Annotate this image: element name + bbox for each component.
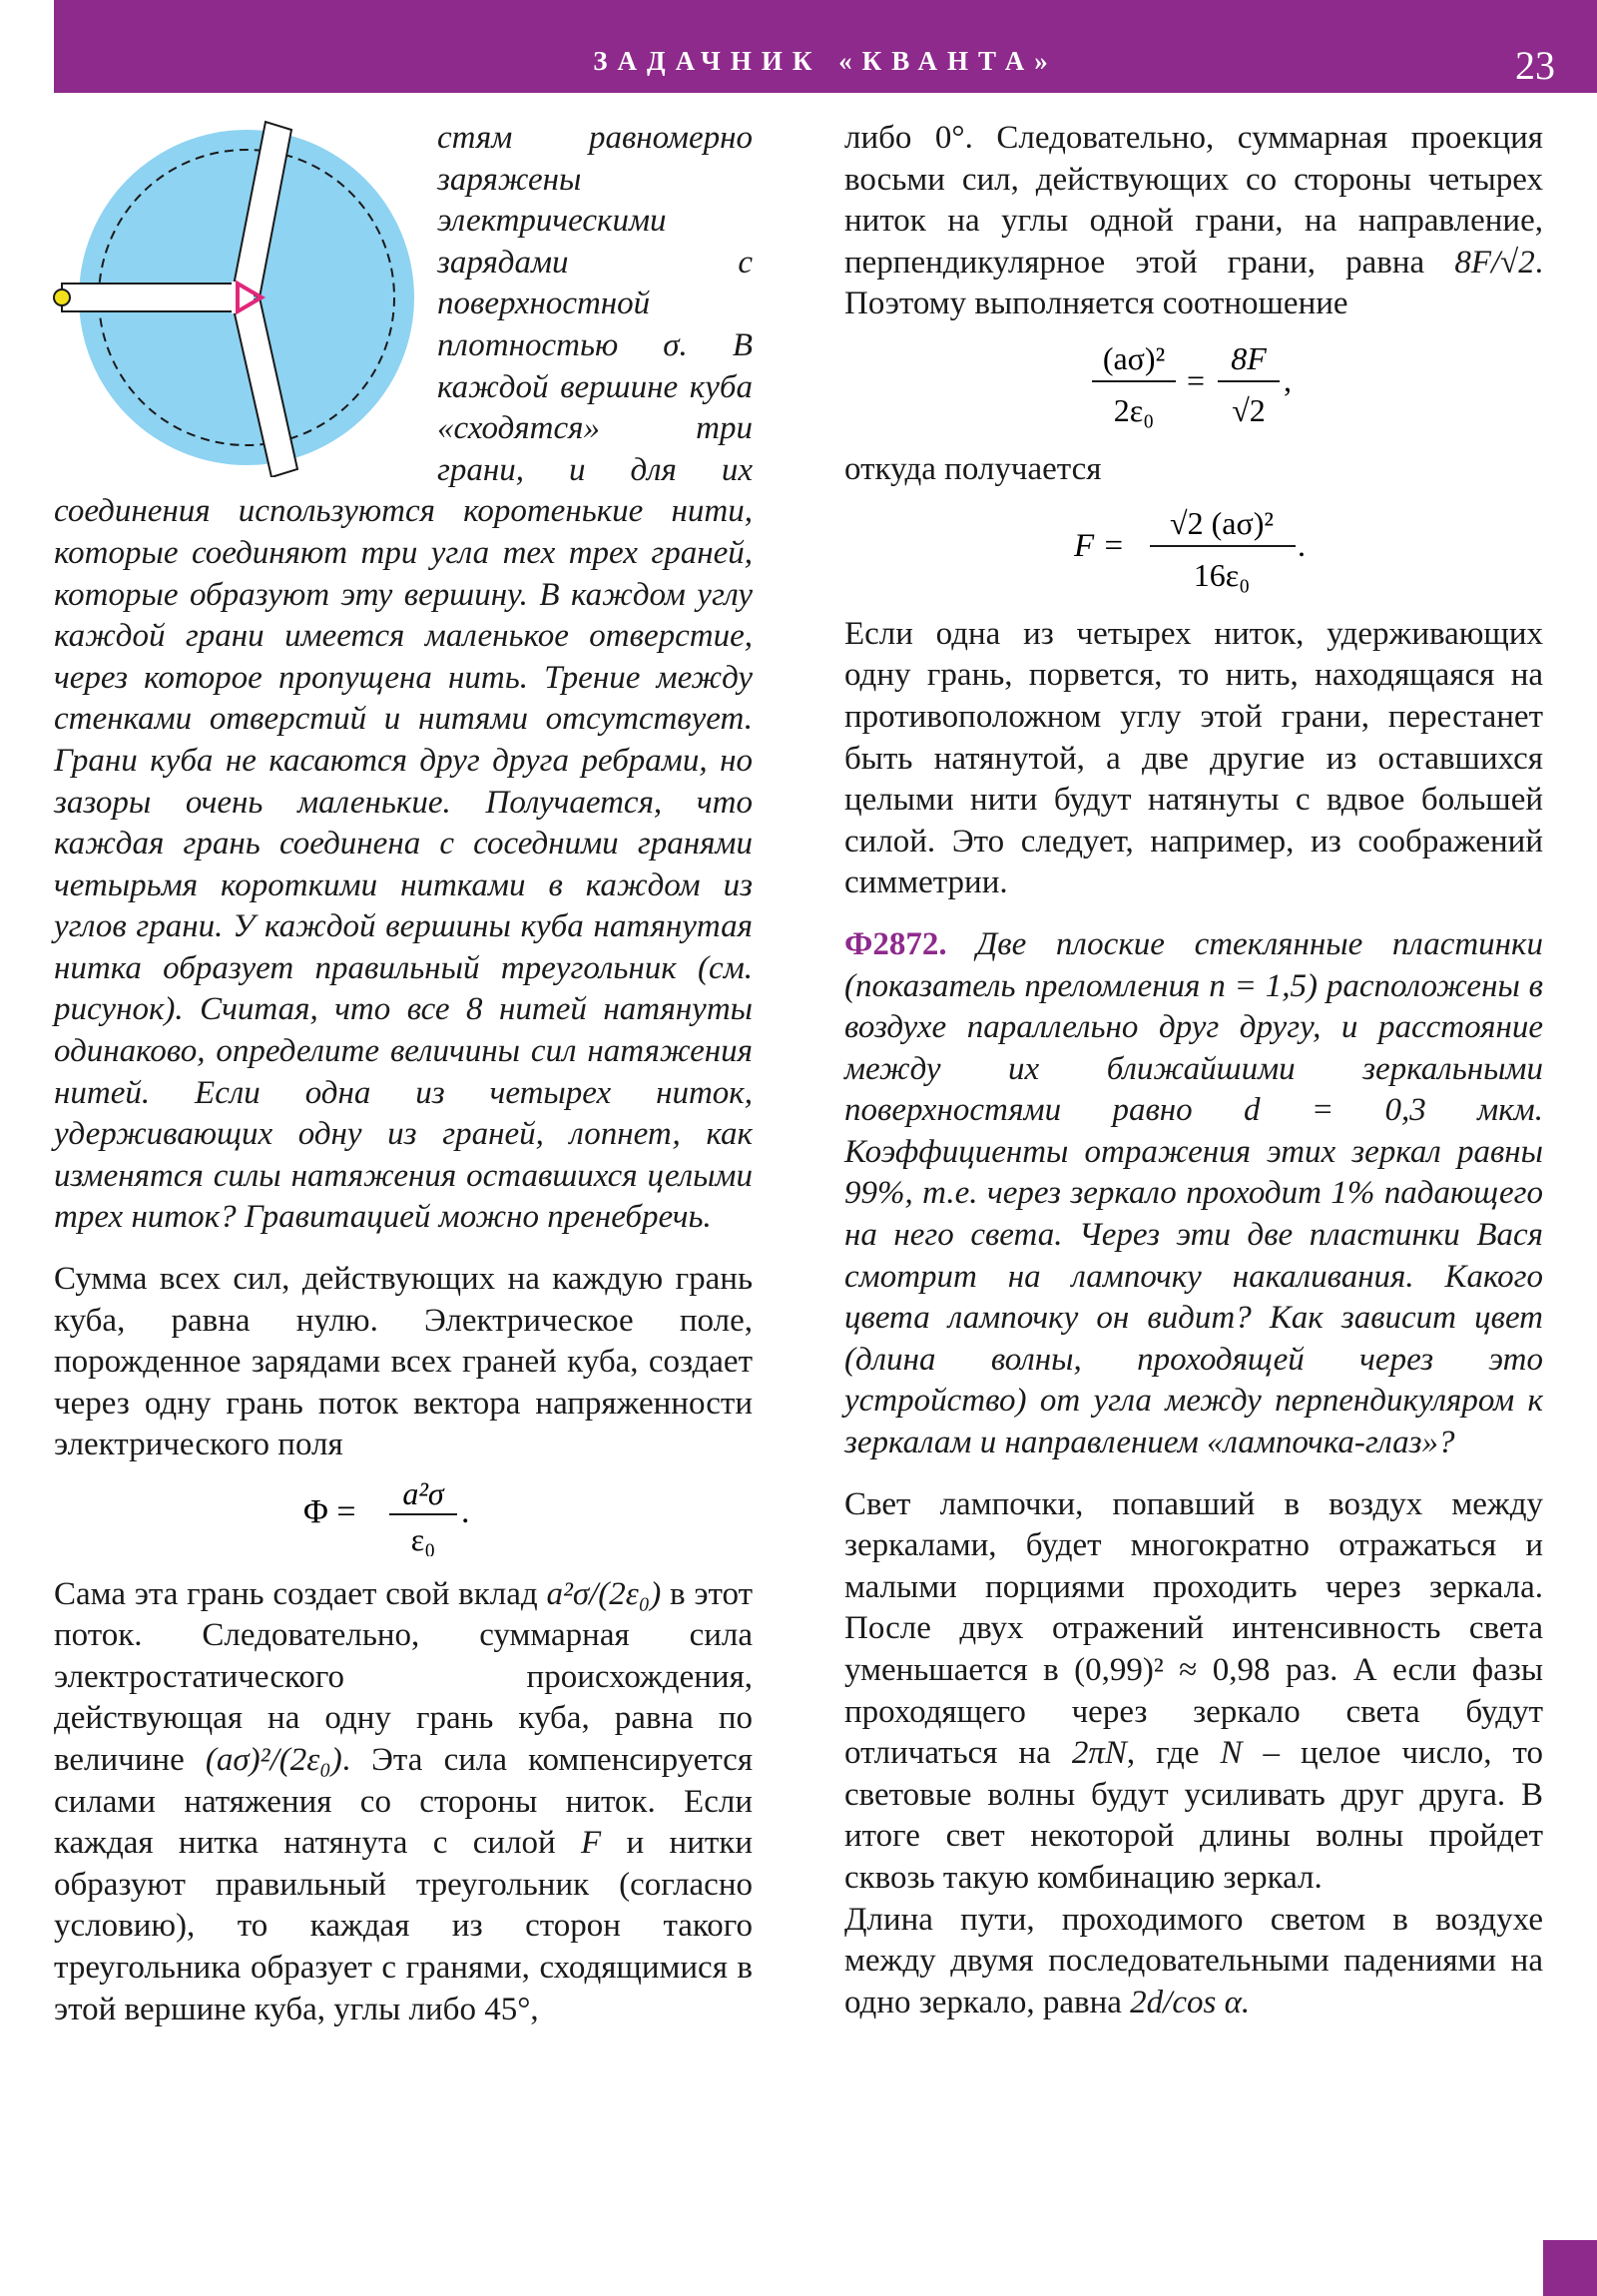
solution-paragraph-7: Длина пути, проходимого светом в воздухе между двумя последовательными падениями на одно зеркало, равна 2d/cos α. [844,1901,1543,2020]
left-column [54,118,753,2030]
svg-text:.: . [1298,527,1306,564]
svg-text:(aσ)²: (aσ)² [1102,339,1166,376]
svg-text:ε₀: ε₀ [410,1521,436,1556]
solution-paragraph-3: либо 0°. Следовательно, суммарная проекция восьми сил, действующих со стороны четырех ниток на углы одной грани, на направление, перпендикулярное этой грани, равна 8F/√2. Поэтому выполняется соотношение [844,120,1543,322]
solution-paragraph-4: откуда получается [844,450,1102,487]
svg-text:√2 (aσ)²: √2 (aσ)² [1170,505,1274,542]
page-header [54,0,1597,93]
right-column [844,118,1543,2023]
solution-paragraph-5: Если одна из четырех ниток, удерживающих одну грань, порвется, то нить, находящаяся на противоположном углу этой грани, перестанет быть натянутой, а две другие из оставшихся целыми нити будут натянуты с вдвое большей силой. Это следует, например, из соображений симметрии. [844,615,1543,901]
vertex-dot [54,289,70,305]
svg-text:8F: 8F [1231,339,1267,376]
formula-relation [844,331,1543,443]
solution-paragraph-2: Сама эта грань создает свой вклад a²σ/(2ε₀) в этот поток. Следовательно, суммарная сила электростатического происхождения, действующая на одну грань куба, равна по величине (aσ)²/(2ε₀). Эта сила компенсируется силами натяжения со стороны ниток. Если каждая нитка натянута с силой F и нитки образуют правильный треугольник (согласно условию), то каждая из сторон такого треугольника образует с гранями, сходящимися в этой вершине куба, углы либо 45°, [54,1575,754,2027]
svg-text:=: = [1186,361,1206,398]
svg-text:Φ =: Φ = [303,1493,356,1530]
svg-text:16ε₀: 16ε₀ [1193,557,1251,594]
formula-phi [54,1472,753,1568]
svg-text:a²σ: a²σ [402,1475,444,1511]
corner-accent [1543,2240,1597,2296]
cube-vertex-figure [52,118,431,477]
problem-f2872: Ф2872. Две плоские стеклянные пластинки (показатель преломления n = 1,5) расположены в воздухе параллельно друг другу, и расстояние между их ближайшими зеркальными поверхностями равно d = 0,3 мкм. Коэффициенты отражения этих зеркал равны 99%, т.е. через зеркало проходит 1% падающего на него света. Через эти две пластинки Вася смотрит на лампочку накаливания. Какого цвета лампочку он видит? Как зависит цвет (длина волны, проходящей через это устройство) от угла между перпендикуляром к зеркалам и направлением «лампочка-глаз»? [844,925,1543,1461]
svg-text:.: . [461,1493,470,1530]
solution-paragraph-1: Сумма всех сил, действующих на каждую грань куба, равна нулю. Электрическое поле, порожденное зарядами всех граней куба, создает через одну грань поток вектора напряженности электрического поля [54,1261,753,1463]
svg-text:2ε₀: 2ε₀ [1113,391,1155,428]
svg-text:√2: √2 [1232,391,1266,428]
svg-text:,: , [1284,361,1292,398]
svg-text:F =: F = [1074,528,1125,565]
formula-force [844,496,1543,608]
vertex-threads-diagram [52,118,431,477]
problem-statement-continued: стям равномерно заряжены электрическими зарядами с поверхностной плотностью σ. В каждой вершине куба «сходятся» три грани, и для их соединения используются коротенькие нити, которые соединяют три угла тех трех граней, которые образуют эту вершину. В каждом углу каждой грани имеется маленькое отверстие, через которое пропущена нить. Трение между стенками отверстий и нитями отсутствует. Грани куба не касаются друг друга ребрами, но зазоры очень маленькие. Получается, что каждая грань соединена с соседними гранями четырьмя короткими нитками в каждом из углов грани. У каждой вершины куба натянутая нитка образует правильный треугольник (см. рисунок). Считая, что все 8 нитей натянуты одинаково, определите величины сил натяжения нитей. Если одна из четырех ниток, удерживающих одну из граней, лопнет, как изменятся силы натяжения оставшихся целыми трех ниток? Гравитацией можно пренебречь. [54,120,753,1236]
page-number: 23 [1515,43,1555,88]
problem-number: Ф2872. [844,925,947,962]
solution-paragraph-6: Свет лампочки, попавший в воздух между зеркалами, будет многократно отражаться и малыми порциями проходить через зеркала. После двух отражений интенсивность света уменьшается в (0,99)² ≈ 0,98 раз. А если фазы проходящего через зеркало света будут отличаться на 2πN, где N – целое число, то световые волны будут усиливать друг друга. В итоге свет некоторой длины волны пройдет сквозь такую комбинацию зеркал. [844,1485,1544,1896]
running-title: ЗАДАЧНИК «КВАНТА» [593,46,1058,76]
